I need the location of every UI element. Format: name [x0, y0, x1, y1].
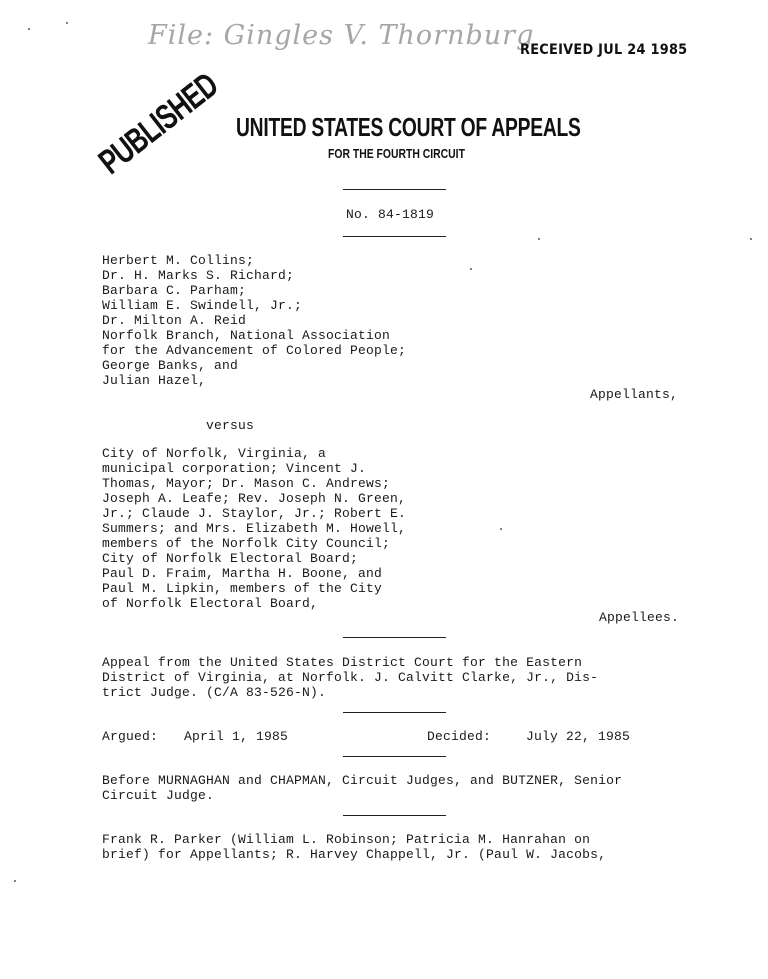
appeal-line: Appeal from the United States District Court for the Eastern — [102, 655, 583, 670]
divider — [343, 815, 446, 816]
party-line: for the Advancement of Colored People; — [102, 343, 407, 358]
party-line: municipal corporation; Vincent J. — [102, 461, 367, 476]
counsel-line: Frank R. Parker (William L. Robinson; Patricia M. Hanrahan on — [102, 832, 591, 847]
party-line: City of Norfolk, Virginia, a — [102, 446, 327, 461]
party-line: William E. Swindell, Jr.; — [102, 298, 303, 313]
appeal-paragraph — [102, 655, 692, 700]
decided-label: Decided: — [427, 729, 492, 744]
scan-speck — [28, 28, 30, 30]
scan-speck — [500, 528, 502, 530]
party-line: Paul M. Lipkin, members of the City — [102, 581, 383, 596]
scan-speck — [538, 238, 540, 240]
scan-speck — [750, 238, 752, 240]
appellees-list — [102, 446, 406, 611]
court-title: UNITED STATES COURT OF APPEALS — [236, 112, 581, 142]
appeal-line: District of Virginia, at Norfolk. J. Calvitt Clarke, Jr., Dis- — [102, 670, 599, 685]
party-line: members of the Norfolk City Council; — [102, 536, 391, 551]
party-line: of Norfolk Electoral Board, — [102, 596, 319, 611]
court-subtitle: FOR THE FOURTH CIRCUIT — [328, 146, 465, 161]
party-line: Barbara C. Parham; — [102, 283, 247, 298]
divider — [343, 756, 446, 757]
party-line: Jr.; Claude J. Staylor, Jr.; Robert E. — [102, 506, 407, 521]
panel-line: Before MURNAGHAN and CHAPMAN, Circuit Judges, and BUTZNER, Senior — [102, 773, 623, 788]
party-line: Thomas, Mayor; Dr. Mason C. Andrews; — [102, 476, 391, 491]
party-line: Dr. H. Marks S. Richard; — [102, 268, 295, 283]
divider — [343, 637, 446, 638]
party-line: City of Norfolk Electoral Board; — [102, 551, 359, 566]
divider — [343, 189, 446, 190]
received-stamp: RECEIVED JUL 24 1985 — [520, 42, 688, 58]
scan-speck — [470, 268, 472, 270]
party-line: Julian Hazel, — [102, 373, 207, 388]
argued-label: Argued: — [102, 729, 159, 744]
party-line: Summers; and Mrs. Elizabeth M. Howell, — [102, 521, 407, 536]
appeal-line: trict Judge. (C/A 83-526-N). — [102, 685, 327, 700]
decided-date: July 22, 1985 — [526, 729, 631, 744]
published-stamp: PUBLISHED — [91, 65, 226, 182]
argued-date: April 1, 1985 — [184, 729, 289, 744]
party-line: George Banks, and — [102, 358, 239, 373]
party-line: Dr. Milton A. Reid — [102, 313, 247, 328]
appellants-role: Appellants, — [590, 387, 679, 402]
divider — [343, 712, 446, 713]
scan-speck — [66, 22, 68, 24]
party-line: Herbert M. Collins; — [102, 253, 255, 268]
appellees-role: Appellees. — [599, 610, 680, 625]
party-line: Joseph A. Leafe; Rev. Joseph N. Green, — [102, 491, 407, 506]
scan-speck — [14, 880, 16, 882]
party-line: Norfolk Branch, National Association — [102, 328, 391, 343]
handwritten-file-note: File: Gingles V. Thornburg — [148, 20, 535, 51]
panel-line: Circuit Judge. — [102, 788, 215, 803]
panel-paragraph — [102, 773, 692, 803]
appellants-list — [102, 253, 406, 388]
counsel-line: brief) for Appellants; R. Harvey Chappell, Jr. (Paul W. Jacobs, — [102, 847, 607, 862]
counsel-paragraph — [102, 832, 692, 862]
party-line: Paul D. Fraim, Martha H. Boone, and — [102, 566, 383, 581]
divider — [343, 236, 446, 237]
versus-label: versus — [206, 418, 255, 433]
case-number: No. 84-1819 — [346, 207, 435, 222]
